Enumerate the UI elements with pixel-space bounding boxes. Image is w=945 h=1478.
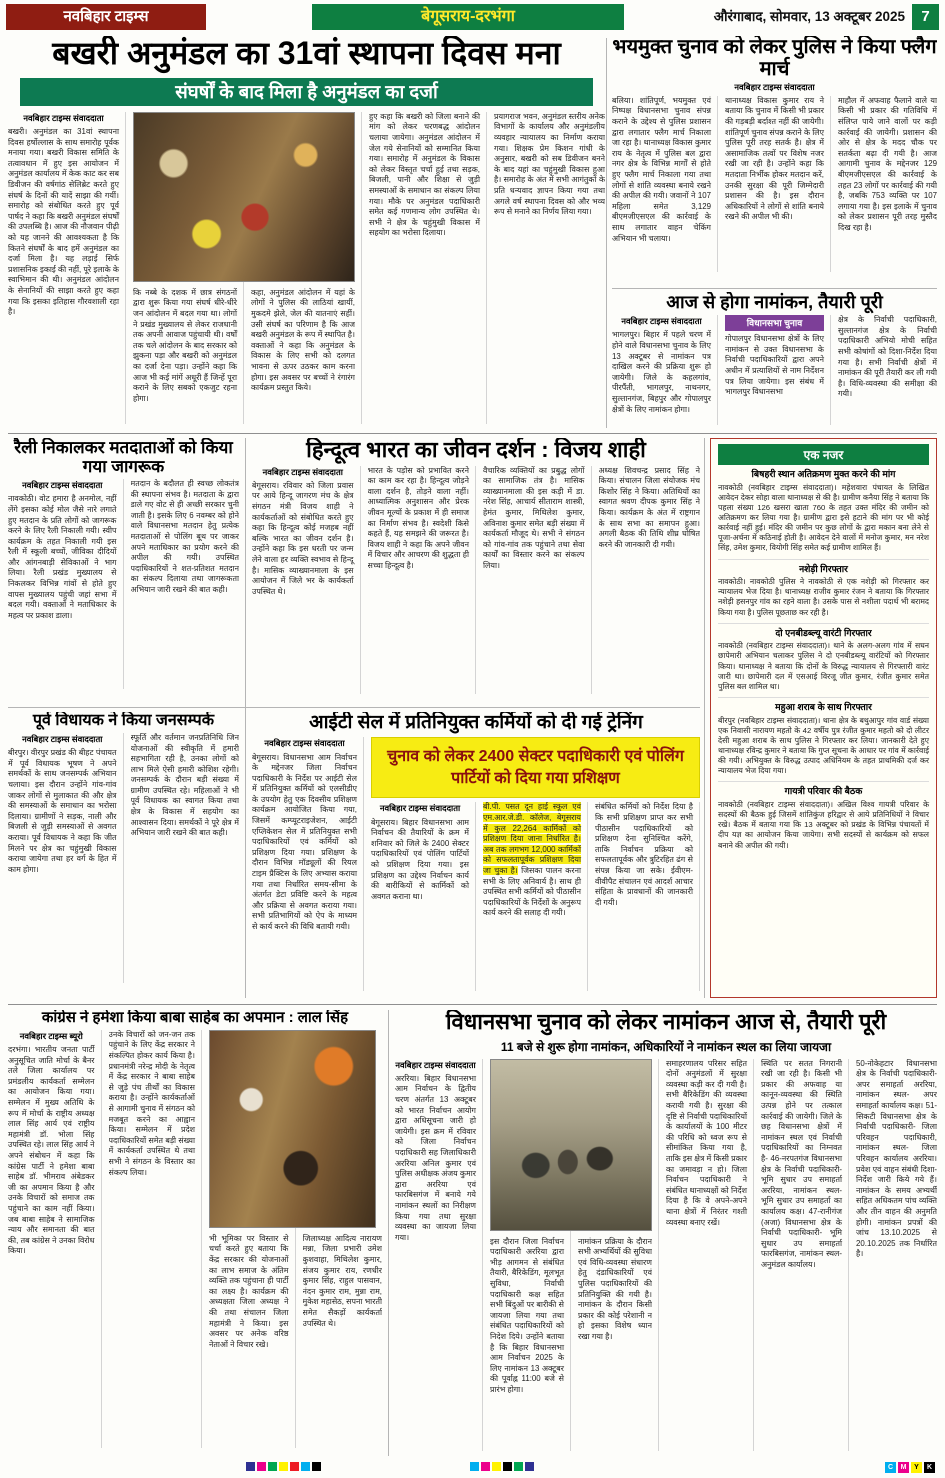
- color-swatches-mid: [470, 1462, 534, 1471]
- congress-col-1-text: दरभंगा। भारतीय जनता पार्टी अनुसूचित जाति मोर्चा के बैनर तले जिला कार्यालय पर प्रमंडलीय कार्यकर्ता सम्मेलन का आयोजन किया गया। सम्मेलन में मुख्य अतिथि के रूप में मोर्चा के राष्ट्रीय अध्यक्ष लाल सिंह आर्य एवं राष्ट्रीय महामंत्री डॉ. भोला सिंह उपस्थित रहे। लाल सिंह आर्य ने अपने संबोधन में कहा कि कांग्रेस पार्टी ने हमेशा बाबा साहेब डॉ. भीमराव अंबेडकर जी का अपमान किया है और उनके विचारों को समाज तक पहुंचाने का काम नहीं किया। जब बाबा साहेब ने सामाजिक न्याय और समानता की बात की, तब कांग्रेस ने उनका विरोध किया।: [8, 1045, 95, 1256]
- it-cell-right-area: [371, 737, 700, 991]
- divider: [8, 707, 700, 708]
- color-swatch: [268, 1462, 277, 1471]
- it-cell-headline: आईटी सेल में प्रतिनियुक्त कर्मियों को दी गई ट्रेनिंग: [309, 712, 643, 733]
- dateline: औरंगाबाद, सोमवार, 13 अक्टूबर 2025: [713, 9, 905, 24]
- lead-col-3: कहा, अनुमंडल आंदोलन में यहां के लोगों ने पुलिस की लाठियां खायीं, मुकदमे झेले, जेल की यातनाएं सहीं। उसी संघर्ष का परिणाम है कि आज बखरी अनुमंडल के रूप में स्थापित है। वक्ताओं ने कहा कि अनुमंडल के विकास के लिए सभी को दलगत भावना से ऊपर उठकर काम करना होगा। इस अवसर पर बच्चों ने रंगारंग कार्यक्रम प्रस्तुत किये।: [251, 287, 355, 393]
- jansampark-col-1: [8, 733, 124, 983]
- congress-col-3: भी भूमिका पर विस्तार से चर्चा करते हुए बताया कि केंद्र सरकार की योजनाओं का लाभ समाज के अंतिम व्यक्ति तक पहुंचाना ही पार्टी का लक्ष्य है। कार्यक्रम की अध्यक्षता जिला अध्यक्ष ने की तथा संचालन जिला महामंत्री ने किया। इस अवसर पर अनेक वरिष्ठ नेताओं ने विचार रखे।: [209, 1030, 296, 1448]
- cmyk-mark-c: C: [885, 1462, 896, 1473]
- nomination-ready-col-3: क्षेत्र के निर्वाची पदाधिकारी, सुल्तानगंज क्षेत्र के निर्वाची पदाधिकारी अभियो मोची सहित सभी कोषांगों को दिशा-निर्देश दिया गया है। सभी निर्वाची क्षेत्रों में नामांकन की पूरी तैयारी कर ली गयी है। विधि-व्यवस्था की समीक्षा की गयी।: [838, 315, 937, 399]
- ek-nazar-item-title: दो एनबीडब्ल्यू वारंटी गिरफ्तार: [775, 627, 872, 638]
- divider: [8, 1004, 937, 1005]
- congress-photo-area: [209, 1030, 382, 1448]
- ek-nazar-title: एक नजर: [718, 444, 929, 465]
- it-cell-sub-byline: नवबिहार टाइम्स संवाददाता: [379, 803, 461, 814]
- congress-col-4: जिलाध्यक्ष आदित्य नारायण मन्ना, जिला प्रभारी उमेश कुशवाहा, मिथिलेश कुमार, संजय कुमार राय, रणधीर कुमार सिंह, राहुल पासवान, नंदन कुमार राम, मुन्ना राम, मुकेश महासेठ, सपना भारती समेत सैकड़ों कार्यकर्ता उपस्थित थे।: [302, 1233, 382, 1328]
- nomination-ready-col-2: [725, 315, 831, 425]
- article-it-cell: [252, 712, 700, 998]
- lead-col-2: कि नब्बे के दशक में छात्र संगठनों द्वारा शुरू किया गया संघर्ष धीरे-धीरे जन आंदोलन में बदल गया था। लोगों ने प्रखंड मुख्यालय से लेकर राजधानी तक अपनी आवाज पहुंचायी थी। वर्षों तक चले आंदोलन के बाद सरकार को झुकना पड़ा और बखरी को अनुमंडल का दर्जा देना पड़ा। उन्होंने कहा कि आज भी कई मांगें अधूरी हैं जिन्हें पूरा कराने के लिए सबको एकजुट रहना होगा।: [133, 112, 244, 424]
- it-cell-col-a: [371, 802, 476, 991]
- nomination-ready-col-2-text: गोपालपुर विधानसभा क्षेत्रों के लिए नामांकन से उक्त विधानसभा के निर्वाची पदाधिकारियों द्वारा अपने अधीन में प्रत्याशियों से नाम निर्देशन पत्र लिया जायेगा। इस संबंध में भागलपुर विधानसभा: [725, 334, 824, 397]
- article-flag-march: [612, 36, 937, 284]
- color-swatch: [312, 1462, 321, 1471]
- nomination-ready-col-1-text: भागलपुर। बिहार में पहले चरण में होने वाले विधानसभा चुनाव के लिए 13 अक्टूबर से नामांकन पत्र दाखिल करने की प्रक्रिया शुरू हो जायेगी। जिले के कहलगांव, पीरपैंती, भागलपुर, नाथनगर, सुल्तानगंज, बिहपुर और गोपालपुर क्षेत्रों के लिए नामांकन होगा।: [612, 330, 711, 414]
- it-cell-col-b: [483, 802, 588, 991]
- ek-nazar-item-body: नावकोठी (नवबिहार टाइम्स संवाददाता)। अखिल विश्व गायत्री परिवार के सदस्यों की बैठक हुई जिसमें शांतिकुंज हरिद्वार से आये प्रतिनिधियों ने विचार रखे। बैठक में बताया गया कि 13 अक्टूबर को प्रखंड के विभिन्न पंचायतों में दीप यज्ञ का आयोजन किया जायेगा। सभी सदस्यों से कार्यक्रम को सफल बनाने की अपील की गयी।: [718, 799, 929, 850]
- cmyk-marks: [885, 1462, 935, 1473]
- lead-photo: [133, 112, 355, 282]
- ek-nazar-item-body: नावकोठी। नावकोठी पुलिस ने नावकोठी से एक नशेड़ी को गिरफ्तार कर न्यायालय भेज दिया है। थानाध्यक्ष राजीव कुमार रंजन ने बताया कि गिरफ्तार नशेड़ी हसनपुर गांव का रहने वाला है। उसके पास से नशीला पदार्थ भी बरामद किया गया है। पुलिस पूछताछ कर रही है।: [718, 577, 929, 617]
- nomination-today-col-5: स्थिति पर सतत निगरानी रखी जा रही है। किसी भी प्रकार की अफवाह या कानून-व्यवस्था की स्थिति उत्पन्न होने पर तत्काल कार्रवाई की जायेगी। जिले के छह विधानसभा क्षेत्रों में नामांकन स्थल एवं निर्वाची पदाधिकारियों का निम्नवत है- 46-नरपतगंज विधानसभा क्षेत्र के निर्वाची पदाधिकारी- भूमि सुधार उप समाहर्ता अररिया, नामांकन स्थल- भूमि सुधार उप समाहर्ता का कार्यालय कक्ष। 47-रानीगंज (अजा) विधानसभा क्षेत्र के निर्वाची पदाधिकारी- भूमि सुधार उप समाहर्ता फारबिसगंज, नामांकन स्थल- अनुमंडल कार्यालय।: [761, 1059, 849, 1451]
- congress-headline: कांग्रेस ने हमेशा किया बाबा साहेब का अपमान : लाल सिंह: [41, 1010, 349, 1026]
- color-swatch: [503, 1462, 512, 1471]
- rally-headline: रैली निकालकर मतदाताओं को किया गया जागरूक: [14, 438, 233, 477]
- cmyk-mark-m: M: [898, 1462, 909, 1473]
- jansampark-headline: पूर्व विधायक ने किया जनसम्पर्क: [32, 712, 215, 729]
- congress-photo: [209, 1030, 376, 1228]
- it-cell-col-b-rest: जिसका पालन करना सभी के लिए अनिवार्य है। साथ ही उपस्थित सभी कर्मियों को पीठासीन पदाधिकारियों के निर्देशों के अनुरूप कार्य करने की सलाह दी गयी।: [483, 866, 582, 918]
- rally-col-2: मतदान के बदौलत ही स्वच्छ लोकतंत्र की स्थापना संभव है। मतदाता के द्वारा डाले गए वोट से ही अच्छी सरकार चुनी जाती है। इसके लिए 6 नवम्बर को होने वाले विधानसभा मतदान हेतु प्रत्येक मतदाताओं से पोलिंग बूथ पर जाकर अपने मताधिकार का प्रयोग करने की अपील की गयी। उपस्थित पदाधिकारियों ने शत-प्रतिशत मतदान का संकल्प दिलाया तथा जागरूकता अभियान जारी रखने की बात कही।: [130, 479, 239, 594]
- flag-march-headline: भयमुक्त चुनाव को लेकर पुलिस ने किया फ्लैग मार्च: [612, 36, 937, 81]
- lead-byline: नवबिहार टाइम्स संवाददाता: [23, 112, 104, 123]
- color-swatches-left: [246, 1462, 321, 1471]
- color-swatch: [279, 1462, 288, 1471]
- nomination-photo-area: [490, 1059, 659, 1451]
- rally-col-1: [8, 479, 124, 689]
- color-swatch: [290, 1462, 299, 1471]
- masthead: [6, 4, 939, 30]
- flag-march-byline: नवबिहार टाइम्स संवाददाता: [734, 81, 815, 92]
- color-swatch: [470, 1462, 479, 1471]
- jansampark-col-1-text: बीरपुर। वीरपुर प्रखंड की बीहट पंचायत में पूर्व विधायक भूषण ने अपने समर्थकों के साथ जनसम्पर्क अभियान चलाया। इस दौरान उन्होंने गांव-गांव जाकर लोगों से मुलाकात की और क्षेत्र की समस्याओं के समाधान का भरोसा दिलाया। ग्रामीणों ने सड़क, नाली और बिजली से जुड़ी समस्याओं से अवगत कराया। पूर्व विधायक ने कहा कि जीत मिलने पर क्षेत्र का चहुंमुखी विकास कराया जायेगा तथा हर वर्ग के हित में काम होगा।: [8, 748, 117, 874]
- color-swatch: [514, 1462, 523, 1471]
- article-congress: [8, 1010, 382, 1456]
- hindutva-col-1-text: बेगूसराय। रविवार को जिला प्रवास पर आये हिन्दू जागरण मंच के क्षेत्र संगठन मंत्री विजय शाही ने कार्यकर्ताओं को संबोधित करते हुए कहा कि हिन्दूत्व कोई मजहब नहीं बल्कि भारत का जीवन दर्शन है। उन्होंने कहा कि इस धरती पर जन्म लेने वाला हर व्यक्ति स्वभाव से हिन्दू है। मासिक व्याख्यानमाला के इस आयोजन में जिले भर के कार्यकर्ता उपस्थित थे।: [252, 480, 354, 596]
- color-swatch: [492, 1462, 501, 1471]
- paper-name: नवबिहार टाइम्स: [6, 4, 206, 30]
- color-swatch: [525, 1462, 534, 1471]
- congress-byline: नवबिहार टाइम्स ब्यूरो: [19, 1030, 83, 1041]
- ek-nazar-item-title: बिषहरी स्थान अतिक्रमण मुक्त करने की मांग: [751, 469, 896, 479]
- it-cell-left-col: [252, 737, 364, 991]
- edition-banner: बेगूसराय-दरभंगा: [312, 4, 624, 30]
- lead-col-5: प्रयागराज भवन, अनुमंडल स्तरीय अनेक विभागों के कार्यालय और अनुमंडलीय व्यवहार न्यायालय का निर्माण कराया गया। शिक्षक प्रेम किशन गांधी के अनुसार, बखरी को सब डिवीजन बनने के बाद यहां का चहुंमुखी विकास हुआ है। समारोह के अंत में सभी आगंतुकों के प्रति धन्यवाद ज्ञापन किया गया तथा अगले वर्ष स्थापना दिवस को और भव्य रूप से मनाने का निर्णय लिया गया।: [494, 111, 605, 217]
- rally-col-1-text: नावकोठी। वोट हमारा है अनमोल, नहीं लेंगे इसका कोई मोल जैसे नारे लगाते हुए मतदान के प्रति लोगों को जागरूक करने के लिए रैली निकाली गयी। स्वीप कार्यक्रम के तहत निकाली गयी इस रैली में स्कूली बच्चों, जीविका दीदियों और आंगनबाड़ी सेविकाओं ने भाग लिया। रैली प्रखंड मुख्यालय से निकलकर विभिन्न गांवों से होते हुए वापस मुख्यालय पहुंची जहां सभा में बदल गयी। वक्ताओं ने मताधिकार के महत्व पर प्रकाश डाला।: [8, 494, 117, 620]
- nomination-today-col-2: इस दौरान जिला निर्वाचन पदाधिकारी अररिया द्वारा भीड़ आगमन से संबंधित तैयारी, बैरिकेडिंग, मूलभूत सुविधा, निर्वाची पदाधिकारी कक्ष सहित सभी बिंदुओं पर बारीकी से जायजा लिया गया तथा संबंधित पदाधिकारियों को निदेश दिये। उन्होंने बताया है कि बिहार विधानसभा आम निर्वाचन 2025 के लिए नामांकन 13 अक्टूबर की पूर्वाह्न 11:00 बजे से प्रारंभ होगा।: [490, 1059, 571, 1451]
- nomination-today-headline: विधानसभा चुनाव को लेकर नामांकन आज से, तैयारी पूरी: [445, 1010, 887, 1034]
- it-cell-col-c: संबंधित कर्मियों को निर्देश दिया है कि सभी प्रशिक्षण प्राप्त कर सभी पीठासीन पदाधिकारियों को प्रशिक्षण देना सुनिश्चित करेंगे, ताकि निर्वाचन प्रक्रिया को सफलतापूर्वक और त्रुटिरहित ढंग से संपन्न किया जा सके। ईवीएम-वीवीपैट संचालन एवं आदर्श आचार संहिता के प्रावधानों की जानकारी दी गयी।: [595, 802, 700, 991]
- ek-nazar-box: [710, 438, 937, 998]
- congress-col-1: [8, 1030, 102, 1448]
- article-rally: [8, 438, 239, 702]
- nomination-ready-col-1: [612, 315, 718, 425]
- ek-nazar-item: [718, 560, 929, 624]
- nomination-today-col-1-text: अररिया। बिहार विधानसभा आम निर्वाचन के द्वितीय चरण अंतर्गत 13 अक्टूबर को भारत निर्वाचन आयोग द्वारा अधिसूचना जारी हो जायेगी। इस क्रम में रविवार को जिला निर्वाचन पदाधिकारी सह जिलाधिकारी अररिया अनिल कुमार एवं पुलिस अधीक्षक अंजय कुमार द्वारा अररिया एवं फारबिसगंज में बनाये गये नामांकन स्थलों का निरीक्षण किया गया तथा सुरक्षा व्यवस्था का जायजा लिया गया।: [395, 1073, 476, 1242]
- ek-nazar-item: [718, 698, 929, 782]
- divider: [388, 1010, 389, 1456]
- ek-nazar-item-title: गायत्री परिवार की बैठक: [784, 786, 863, 797]
- nomination-today-col-6: 50-नोकेहटार विधानसभा क्षेत्र के निर्वाची पदाधिकारी- अपर समाहर्ता अररिया, नामांकन स्थल- अपर समाहर्ता कार्यालय कक्ष। 51-सिकटी विधानसभा क्षेत्र के निर्वाची पदाधिकारी- जिला परिवहन पदाधिकारी, नामांकन स्थल- जिला परिवहन कार्यालय अररिया। प्रवेश एवं वाहन संबंधी दिशा-निर्देश जारी किये गये हैं। नामांकन के समय अभ्यर्थी सहित अधिकतम पांच व्यक्ति और तीन वाहन की अनुमति होगी। नामांकन प्रपत्रों की जांच 13.10.2025 से 20.10.2025 तक निर्धारित है।: [856, 1058, 937, 1259]
- training-highlight-box: चुनाव को लेकर 2400 सेक्टर पदाधिकारी एवं पोलिंग पार्टियों को दिया गया प्रशिक्षण: [371, 737, 700, 798]
- ek-nazar-item-body: नावकोठी (नवबिहार टाइम्स संवाददाता)। महेशवारा पंचायत के लिखित आवेदन देकर सोहा वाला थानाध्यक्ष से की है। ग्रामीण कनैया सिंह ने बताया कि पहला संख्या 126 खसरा खाता 760 के तहत उक्त मंदिर की जमीन को अतिक्रमण कर लिया गया है। ग्रामीण द्वारा इसे हटाने की मांग पर भी कोई कार्रवाई नहीं हुई। मंदिर की जमीन पर कुछ लोगों के द्वारा मकान बना लेने से पूजा-अर्चना में कठिनाई होती है। आवेदन देने वालों में मनोज कुमार, मन नरेश सिंह, उमेश कुमार, वियोगी सिंह समेत कई ग्रामीण शामिल हैं।: [718, 482, 929, 553]
- rally-byline: नवबिहार टाइम्स संवाददाता: [22, 480, 103, 491]
- it-cell-left-text: बेगूसराय। विधानसभा आम निर्वाचन के मद्देनजर जिला निर्वाचन पदाधिकारी के निर्देश पर आईटी सेल में प्रतिनियुक्त कर्मियों को एलसीडीए के उपयोग हेतु एक दिवसीय प्रशिक्षण कार्यक्रम आयोजित किया गया, जिसमें कम्प्यूटराइजेशन, आईटी एप्लिकेशन सेल में प्रतिनियुक्त सभी पदाधिकारियों एवं कर्मियों को प्रशिक्षण दिया गया। प्रशिक्षण के दौरान विभिन्न मॉड्यूलों की रियल टाइम प्रैक्टिस के लिए अभ्यास कराया गया तथा निर्धारित समय-सीमा के अंतर्गत डेटा प्रविष्टि करने के महत्व और प्रक्रिया से अवगत कराया गया। सभी प्रतिभागियों को ऐप के माध्यम से कार्य करने की विधि बतायी गयी।: [252, 752, 357, 932]
- divider: [245, 438, 246, 998]
- it-cell-byline: नवबिहार टाइम्स संवाददाता: [264, 738, 345, 749]
- divider: [606, 38, 607, 428]
- nomination-ready-headline: आज से होगा नामांकन, तैयारी पूरी: [666, 292, 883, 312]
- lead-subhead: संघर्षों के बाद मिला है अनुमंडल का दर्जा: [20, 78, 593, 106]
- divider: [8, 433, 937, 434]
- highlighted-text: बी.पी. पसत दून हाई स्कूल एवं एम.आर.जे.डी. कॉलेज, बेगूसराय में कुल 22,264 कार्मिकों को प्रशिक्षण दिया जाना निर्धारित है। अब तक लगभग 12,000 कार्मिकों को सफलतापूर्वक प्रशिक्षण दिया जा चुका है।: [483, 802, 581, 876]
- flag-march-col-1: बलिया। शांतिपूर्ण, भयमुक्त एवं निष्पक्ष विधानसभा चुनाव संपन्न कराने के उद्देश्य से पुलिस प्रशासन द्वारा लगातार फ्लैग मार्च निकाला जा रहा है। थानाध्यक्ष विकास कुमार राय के नेतृत्व में पुलिस बल द्वारा नगर क्षेत्र के विभिन्न मार्गों से होते हुए फ्लैग मार्च निकाला गया तथा लोगों से शांति व्यवस्था बनाये रखने की अपील की गयी। जवानों ने 107 महिला समेत 3,129 बीएमजीएसएल की कार्रवाई के साथ लगातार वाहन चेकिंग अभियान भी चलाया।: [612, 96, 718, 272]
- color-swatch: [481, 1462, 490, 1471]
- nomination-today-col-1: [395, 1059, 483, 1451]
- flag-march-col-3: माहौल में अफवाह फैलाने वाले या किसी भी प्रकार की गतिविधि में संलिप्त पाये जाने वालों पर कड़ी कार्रवाई की जायेगी। प्रशासन की ओर से क्षेत्र के मदद चौक पर सतर्कता बढ़ा दी गयी है। आज आगामी चुनाव के मद्देनजर 129 बीएमजीएसएल की कार्रवाई के तहत 23 लोगों पर कार्रवाई की गयी है, जबकि 753 व्यक्ति पर 107 लगाया गया है। इस इलाके में चुनाव को लेकर प्रशासन पूरी तरह मुस्तैद दिख रहा है।: [838, 95, 937, 232]
- print-footer: [0, 1462, 945, 1474]
- article-nomination-today: [395, 1010, 937, 1456]
- hindutva-col-1: [252, 466, 361, 694]
- article-lead: [8, 36, 605, 430]
- jansampark-byline: नवबिहार टाइम्स संवाददाता: [22, 733, 103, 744]
- ek-nazar-item-body: बीरपुर (नवबिहार टाइम्स संवाददाता)। थाना क्षेत्र के बथुआपुर गांव वार्ड संख्या एक निवासी नारायण महतो के 42 वर्षीय पुत्र रंजीत कुमार महतो को दो लीटर देसी महुआ शराब के साथ पुलिस ने गिरफ्तार कर लिया। जानकारी देते हुए थानाध्यक्ष रविन्द्र कुमार ने बताया कि गुप्त सूचना के आधार पर गांव में कार्रवाई की गयी। अभियुक्त के विरुद्ध उत्पाद अधिनियम के तहत प्राथमिकी दर्ज कर न्यायालय भेज दिया गया।: [718, 715, 929, 776]
- ek-nazar-item: [718, 624, 929, 698]
- ek-nazar-item: [718, 465, 929, 560]
- color-swatch: [301, 1462, 310, 1471]
- divider: [612, 288, 937, 289]
- cmyk-mark-y: Y: [911, 1462, 922, 1473]
- ek-nazar-item-body: नावकोठी (नवबिहार टाइम्स संवाददाता)। थाने के अलग-अलग गांव में सघन छापेमारी अभियान चलाकर पुलिस ने दो एनबीडब्ल्यू वारंटियों को गिरफ्तार किया। थानाध्यक्ष ने बताया कि दोनों के विरुद्ध न्यायालय से गिरफ्तारी वारंट जारी था। छापेमारी दल में एसआई विरजू जीत कुमार, रंजीत कुमार समेत पुलिस बल शामिल था।: [718, 641, 929, 691]
- congress-col-2: उनके विचारों को जन-जन तक पहुंचाने के लिए केंद्र सरकार ने संकल्पित होकर कार्य किया है। प्रधानमंत्री नरेन्द्र मोदी के नेतृत्व में केंद्र सरकार ने बाबा साहेब से जुड़े पंच तीर्थों का विकास कराया है। उन्होंने कार्यकर्ताओं से आगामी चुनाव में संगठन को मजबूत करने का आह्वान किया। सम्मेलन में प्रदेश पदाधिकारियों समेत बड़ी संख्या में कार्यकर्ता उपस्थित थे तथा सभी ने संगठन के विस्तार का संकल्प लिया।: [109, 1030, 203, 1448]
- nomination-today-byline: नवबिहार टाइम्स संवाददाता: [395, 1059, 476, 1070]
- jansampark-col-2: स्फूर्ति और वर्तमान जनप्रतिनिधि जिन योजनाओं की स्वीकृति में हमारी सहभागिता रही है, उनका लोगों को लाभ मिले ऐसी हमारी कोशिश रहेगी। जनसम्पर्क के दौरान बड़ी संख्या में ग्रामीण उपस्थित रहे। महिलाओं ने भी पूर्व विधायक का स्वागत किया तथा क्षेत्र के विकास में सहयोग का आश्वासन दिया। समर्थकों ने पूरे क्षेत्र में अभियान जारी रखने की बात कही।: [130, 732, 239, 838]
- lead-headline: बखरी अनुमंडल का 31वां स्थापना दिवस मना: [52, 36, 561, 71]
- hindutva-byline: नवबिहार टाइम्स संवाददाता: [262, 466, 343, 477]
- page-number: 7: [912, 4, 939, 30]
- hindutva-headline: हिन्दूत्व भारत का जीवन दर्शन : विजय शाही: [306, 438, 646, 462]
- color-swatch: [246, 1462, 255, 1471]
- it-cell-col-a-text: बेगूसराय। बिहार विधानसभा आम निर्वाचन की तैयारियों के क्रम में शनिवार को जिले के 2400 सेक्टर पदाधिकारियों एवं पोलिंग पार्टियों को प्रशिक्षण दिया गया। इस प्रशिक्षण का उद्देश्य निर्वाचन कार्य की बारीकियों से कार्मिकों को अवगत कराना था।: [371, 817, 469, 901]
- article-nomination-ready: [612, 292, 937, 430]
- divider: [704, 438, 705, 998]
- nomination-today-col-3: नामांकन प्रक्रिया के दौरान सभी अभ्यर्थियों की सुविधा एवं विधि-व्यवस्था संधारण हेतु दंडाधिकारियों एवं पुलिस पदाधिकारियों की प्रतिनियुक्ति की गयी है। नामांकन के दौरान किसी प्रकार की कोई परेशानी न हो इसका विशेष ध्यान रखा गया है।: [578, 1236, 652, 1341]
- flag-march-col-2: थानाध्यक्ष विकास कुमार राय ने बताया कि चुनाव में किसी भी प्रकार की गड़बड़ी बर्दाश्त नहीं की जायेगी। शांतिपूर्ण चुनाव संपन्न कराने के लिए पुलिस पूरी तरह सतर्क है। क्षेत्र में असामाजिक तत्वों पर विशेष नजर रखी जा रही है। उन्होंने कहा कि मतदाता निर्भीक होकर मतदान करें, उनकी सुरक्षा की पूरी जिम्मेदारी प्रशासन की है। इस दौरान अधिकारियों ने लोगों से शांति बनाये रखने की अपील भी की।: [725, 96, 831, 272]
- ek-nazar-item-title: महुआ शराब के साथ गिरफ्तार: [775, 702, 872, 712]
- color-swatch: [257, 1462, 266, 1471]
- nomination-photo: [490, 1059, 652, 1231]
- assembly-election-badge: विधानसभा चुनाव: [725, 315, 824, 331]
- nomination-today-col-4: समाहरणालय परिसर सहित दोनों अनुमंडलों में सुरक्षा व्यवस्था कड़ी कर दी गयी है। सभी बैरिकेडिंग की व्यवस्था करायी गयी है। सुरक्षा की दृष्टि से निर्वाची पदाधिकारियों के कार्यालयों के 100 मीटर की परिधि को ध्वज रूप से सीमांकित किया गया है, ताकि इस क्षेत्र में किसी प्रकार का जमावड़ा न हो। जिला निर्वाचन पदाधिकारी ने संबंधित थानाध्यक्षों को निर्देश दिया है कि वे अपने-अपने थाना क्षेत्रों में निरंतर गश्ती व्यवस्था बनाए रखें।: [666, 1059, 754, 1451]
- hindutva-col-3: वैचारिक व्यक्तियों का प्रबुद्ध लोगों का सामाजिक तंत्र है। मासिक व्याख्यानमाला की इस कड़ी में डा. नरेश सिंह, आचार्य सीताराम शास्त्री, हेमंत कुमार, मिथिलेश कुमार, अविनाश कुमार समेत बड़ी संख्या में कार्यकर्ता मौजूद थे। सभी ने संगठन को गांव-गांव तक पहुंचाने तथा सेवा कार्यों का विस्तार करने का संकल्प लिया।: [483, 466, 592, 694]
- hindutva-col-4: अध्यक्ष शिवचन्द्र प्रसाद सिंह ने किया। संचालन जिला संयोजक मंच किशोर सिंह ने किया। अतिथियों का स्वागत श्रवण दीपक कुमार सिंह ने किया। कार्यक्रम के अंत में राष्ट्रगान के साथ सभा का समापन हुआ। अगली बैठक की तिथि शीघ्र घोषित करने की जानकारी दी गयी।: [598, 465, 700, 549]
- lead-col-1: [8, 112, 126, 424]
- lead-col-4: हुए कहा कि बखरी को जिला बनाने की मांग को लेकर चरणबद्ध आंदोलन चलाया जायेगा। अनुमंडल आंदोलन में जेल गये सेनानियों को सम्मानित किया गया। समारोह में अनुमंडल के विकास को लेकर विस्तृत चर्चा हुई तथा सड़क, बिजली, पानी और शिक्षा से जुड़ी समस्याओं के समाधान का संकल्प लिया गया। मौके पर अनुमंडल पदाधिकारी समेत कई गणमान्य लोग उपस्थित थे। सभी ने क्षेत्र के चहुंमुखी विकास में सहयोग का भरोसा दिलाया।: [369, 112, 487, 424]
- ek-nazar-item: [718, 782, 929, 855]
- article-jansampark: [8, 712, 239, 998]
- article-hindutva: [252, 438, 700, 702]
- nomination-ready-byline: नवबिहार टाइम्स संवाददाता: [621, 316, 702, 327]
- cmyk-mark-k: K: [924, 1462, 935, 1473]
- lead-photo-area: [133, 112, 362, 424]
- nomination-today-subhead: 11 बजे से शुरू होगा नामांकन, अधिकारियों ने नामांकन स्थल का लिया जायजा: [500, 1039, 832, 1054]
- hindutva-col-2: भारत के पड़ोस को प्रभावित करने का काम कर रहा है। हिन्दूत्व जोड़ने वाला दर्शन है, तोड़ने वाला नहीं। आध्यात्मिक अनुशासन और प्रेरक जीवन मूल्यों के प्रकाश में ही समाज का निर्माण संभव है। स्वदेशी किसे कहते हैं, यह समझने की जरूरत है। विजय शाही ने कहा कि अपने जीवन में विचार और आचरण की शुद्धता ही सच्चा हिन्दूत्व है।: [368, 466, 477, 694]
- ek-nazar-item-title: नशेड़ी गिरफ्तार: [799, 563, 848, 574]
- lead-col-1-text: बखरी। अनुमंडल का 31वां स्थापना दिवस हर्षोल्लास के साथ समारोह पूर्वक मनाया गया। बखरी विकास समिति के तत्वावधान में हुए इस आयोजन में अनुमंडल कार्यालय में केक काट कर सब डिवीजन की वर्षगांठ सेलिब्रेट करते हुए संघर्ष के दिनों की यादें साझा की गयीं। समारोह को संबोधित करते हुए पूर्व पार्षद ने कहा कि बखरी अनुमंडल संघर्षों की उपलब्धि है। आज की नौजवान पीढ़ी को यह जानने की आवश्यकता है कि कितने संघर्षों के बाद हमें अनुमंडल का दर्जा मिला है। यह लड़ाई सिर्फ प्रशासनिक इकाई की नहीं, पूरे इलाके के स्वाभिमान की थी। अनुमंडल आंदोलन के सेनानियों की साझा करते हुए कहा गया कि इसका इतिहास गौरवशाली रहा है।: [8, 127, 119, 317]
